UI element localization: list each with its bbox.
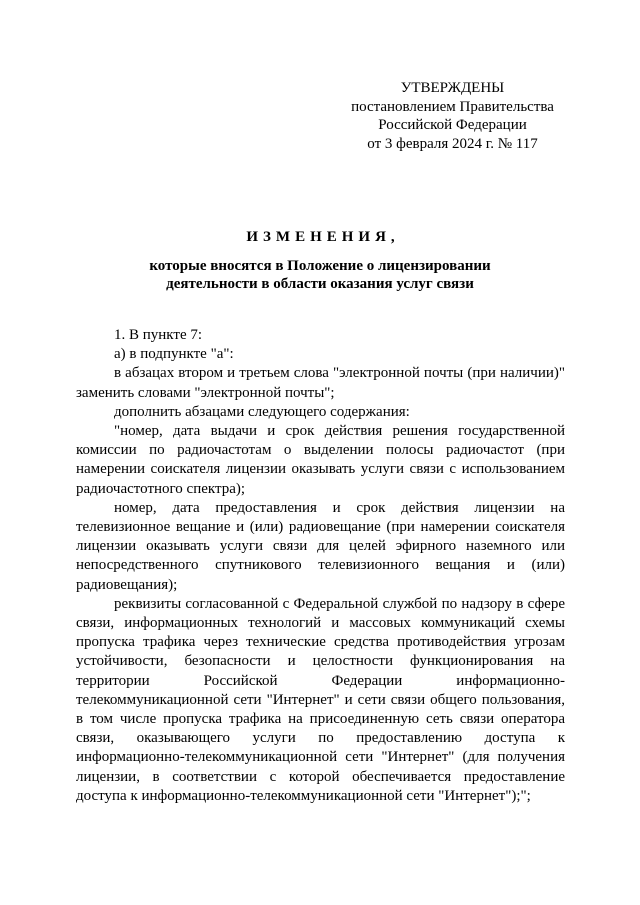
title-heading: ИЗМЕНЕНИЯ, [246,229,400,245]
paragraph-broadcast-license: номер, дата предоставления и срок действия лицензии на телевизионное вещание и (или) радиовещание (при намерении соискателя лицензии оказывать услуги связи для целей эфирного наземного или непосредственного спутникового телевизионного вещания и (или) радиовещания); [76,499,565,593]
document-title [76,228,564,294]
document-body [76,326,565,806]
title-subtitle-line-2: деятельности в области оказания услуг связи [166,276,474,292]
approval-line-date: от 3 февраля 2024 г. № 117 [367,135,538,152]
approved-label: УТВЕРЖДЕНЫ [400,80,505,96]
paragraph-supplement: дополнить абзацами следующего содержания: [114,403,410,420]
paragraph-subitem-a: а) в подпункте "а": [114,346,234,363]
approval-line-federation: Российской Федерации [378,117,527,133]
paragraph-traffic-scheme: реквизиты согласованной с Федеральной службой по надзору в сфере связи, информационных технологий и массовых коммуникаций схемы пропуска трафика через технические средства противодействия угрозам устойчивости, безопасности и целостности функционирования на территории Российской Федерации информационно-телекоммуникационной сети "Интернет" и сети связи общего пользования, в том числе пропуска трафика на присоединенную сеть связи оператора связи, оказывающего услуги по предоставлению доступа к информационно-телекоммуникационной сети "Интернет" (для получения лицензии, в соответствии с которой обеспечивается предоставление доступа к информационно-телекоммуникационной сети "Интернет");"; [76,595,565,804]
approval-stamp-block [345,79,560,153]
title-subtitle-line-1: которые вносятся в Положение о лицензировании [149,257,491,274]
paragraph-replace-email: в абзацах втором и третьем слова "электронной почты (при наличии)" заменить словами "электронной почты"; [76,365,565,401]
paragraph-radio-commission: "номер, дата выдачи и срок действия решения государственной комиссии по радиочастотам о выделении полосы радиочастот (при намерении соискателя лицензии оказывать услуги связи с использованием радиочастотного спектра); [76,423,565,497]
paragraph-item-1: 1. В пункте 7: [114,327,203,343]
approval-line-decree: постановлением Правительства [351,98,554,115]
